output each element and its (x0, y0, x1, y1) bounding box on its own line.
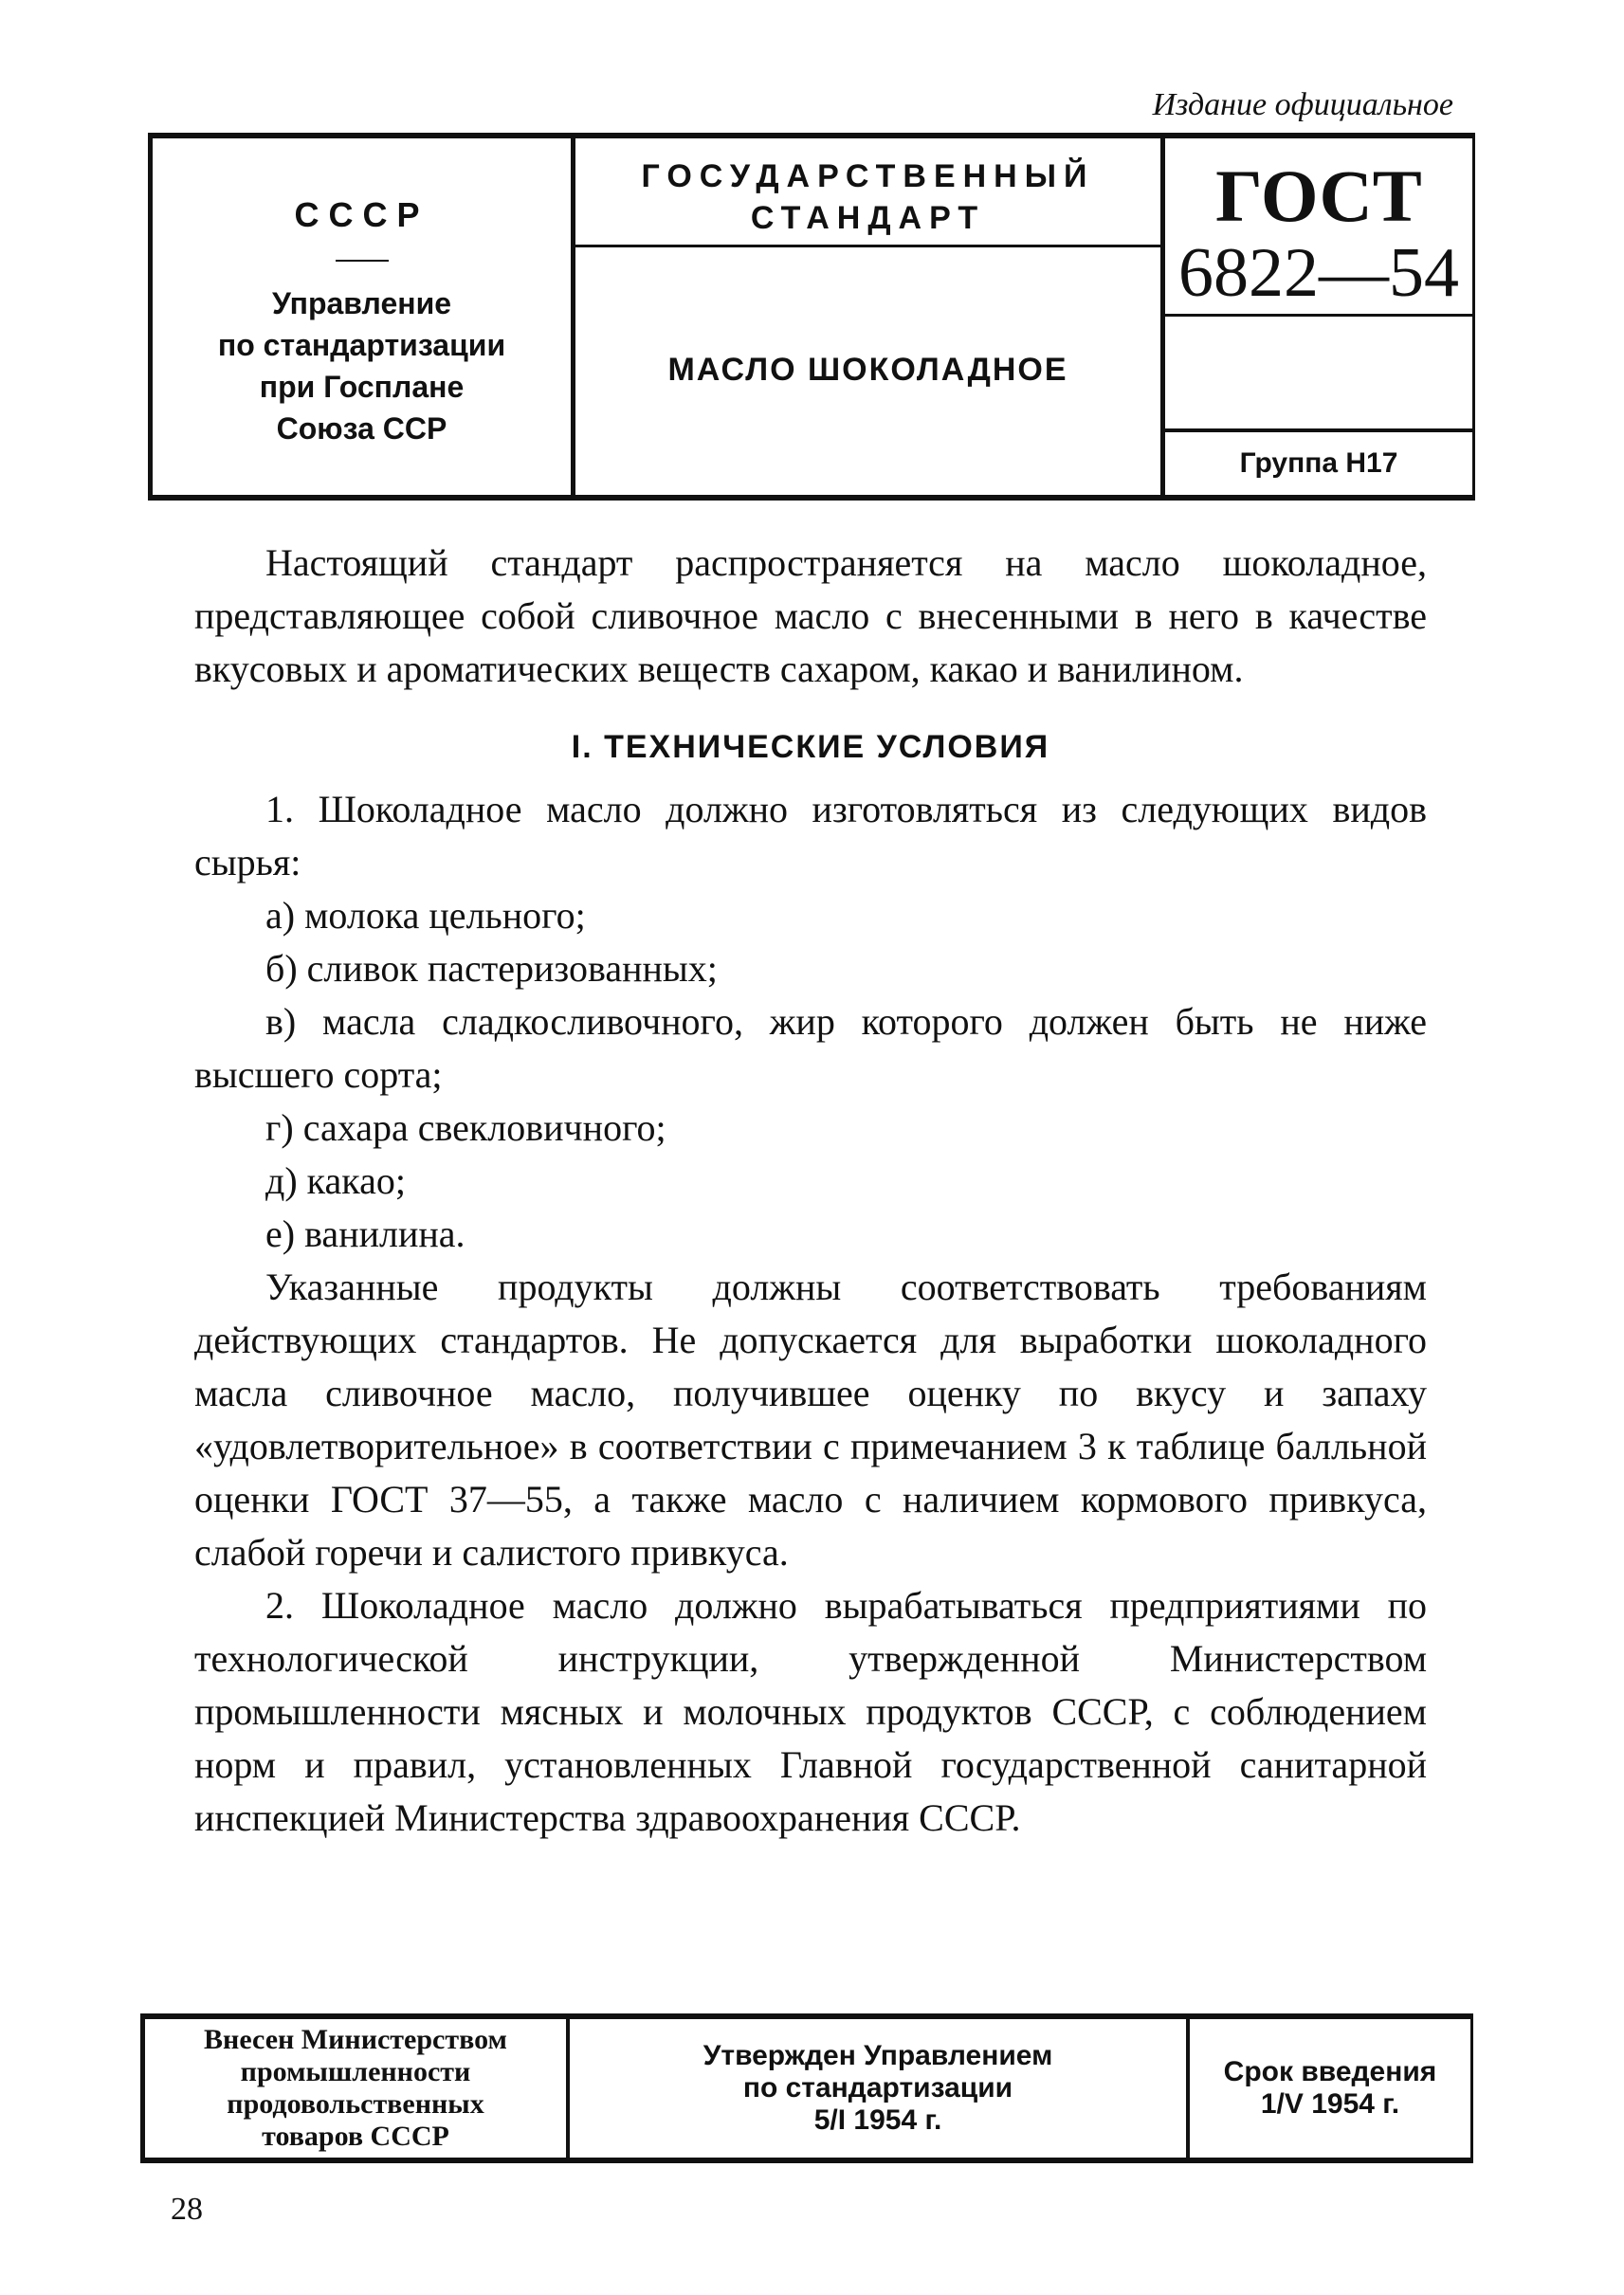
introduced-line: товаров СССР (262, 2121, 449, 2152)
divider (1165, 428, 1472, 432)
issuer-line: по стандартизации (217, 328, 506, 362)
list-item: а) молока цельного; (265, 894, 586, 937)
divider (1165, 314, 1472, 317)
list-item: г) сахара свекловичного; (265, 1106, 666, 1149)
effective-line: 1/V 1954 г. (1260, 2088, 1400, 2120)
requirements-paragraph: Указанные продукты должны соответствовать требованиям действующих стандартов. Не допускается для выработки шоколадного масла сливочное масло, получившее оценку по вкусу и запаху «удовлетворительное» в соответствии с примечанием 3 к таблице балльной оценки ГОСТ 37—55, а также масло с наличием кормового привкуса, слабой горечи и салистого привкуса. (194, 1266, 1427, 1574)
section-heading: I. ТЕХНИЧЕСКИЕ УСЛОВИЯ (571, 729, 1050, 765)
paragraph-1: 1. Шоколадное масло должно изготовляться из следующих видов сырья: (194, 788, 1427, 883)
list-item: е) ванилина. (265, 1212, 465, 1255)
approved-by-cell (570, 2019, 1190, 2158)
introduced-line: Внесен Министерством (204, 2024, 507, 2055)
approved-line: по стандартизации (742, 2072, 1013, 2104)
issuer-line: Союза ССР (276, 411, 447, 446)
gost-number: 6822—54 (1178, 234, 1459, 312)
approved-line: 5/I 1954 г. (813, 2104, 942, 2136)
approved-line: Утвержден Управлением (703, 2040, 1053, 2071)
standard-type-line: ГОСУДАРСТВЕННЫЙ (641, 158, 1095, 194)
body-text (194, 537, 1427, 1845)
gost-label: ГОСТ (1215, 155, 1422, 237)
list-item: д) какао; (265, 1159, 406, 1202)
issuer-line: Управление (271, 286, 452, 320)
introduced-line: продовольственных (227, 2088, 484, 2120)
edition-note: Издание официальное (1152, 87, 1453, 122)
effective-date-cell (1190, 2019, 1470, 2158)
introduced-line: промышленности (240, 2056, 471, 2087)
ussr-label: СССР (294, 195, 429, 234)
divider (575, 245, 1160, 247)
title-cell (575, 138, 1165, 495)
introduced-by-cell (145, 2019, 570, 2158)
header-box (148, 133, 1475, 501)
standard-type (575, 155, 1160, 239)
issuer-cell (153, 138, 575, 495)
document-title: МАСЛО ШОКОЛАДНОЕ (667, 352, 1068, 388)
standard-type-line: СТАНДАРТ (750, 200, 986, 236)
list-item: в) масла сладкосливочного, жир которого должен быть не ниже высшего сорта; (194, 1000, 1427, 1096)
divider (336, 260, 389, 262)
page-number: 28 (171, 2192, 203, 2227)
intro-paragraph: Настоящий стандарт распространяется на масло шоколадное, представляющее собой сливочное масло с внесенными в него в качестве вкусовых и ароматических веществ сахаром, какао и ванилином. (194, 541, 1427, 690)
list-item: б) сливок пастеризованных; (265, 947, 718, 990)
group-code: Группа Н17 (1239, 447, 1398, 479)
gost-cell (1165, 138, 1472, 495)
footer-box (140, 2013, 1473, 2163)
effective-line: Срок введения (1223, 2056, 1437, 2087)
paragraph-2: 2. Шоколадное масло должно вырабатываться предприятиями по технологической инструкции, утвержденной Министерством промышленности мясных и молочных продуктов СССР, с соблюдением норм и правил, установленных Главной государственной санитарной инспекцией Министерства здравоохранения СССР. (194, 1584, 1427, 1839)
issuer-line: при Госплане (259, 370, 465, 404)
issuer-org (153, 282, 571, 449)
